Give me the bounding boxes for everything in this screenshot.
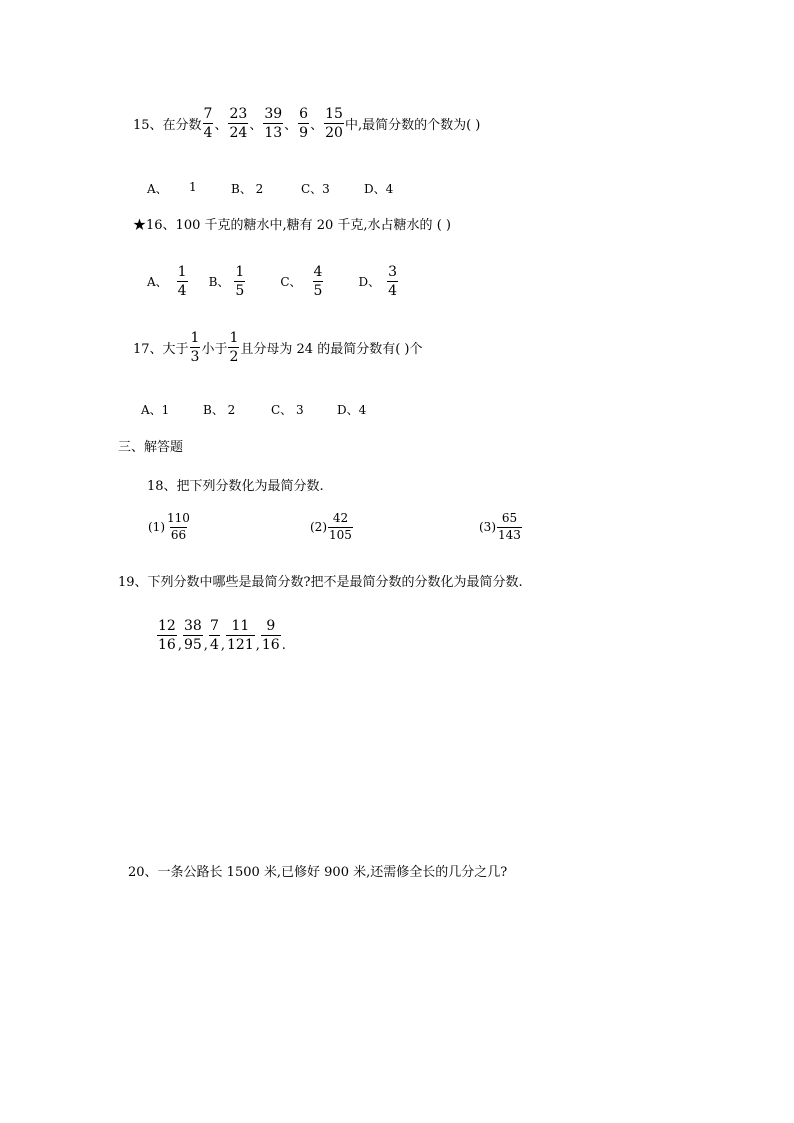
q17-option-c: C、 3 <box>271 403 304 417</box>
fraction: $\frac{110}{66}$ <box>167 511 190 542</box>
question-18: 18、把下列分数化为最简分数. <box>147 479 324 494</box>
q15-suffix: 中,最简分数的个数为( ) <box>344 118 481 134</box>
question-16: ★16、100 千克的糖水中,糖有 20 千克,水占糖水的 ( ) <box>133 218 451 233</box>
fraction: $\frac{23}{24}$ <box>229 106 248 142</box>
q15-option-c: C、3 <box>301 182 330 196</box>
q15-prefix: 15、在分数 <box>133 118 202 134</box>
q17-option-d: D、4 <box>337 403 367 417</box>
question-17 <box>133 330 423 365</box>
fraction: $\frac{6}{9}$ <box>299 106 309 142</box>
q16-option-b-label: B、 <box>208 275 230 290</box>
q18-item-2 <box>310 512 354 543</box>
fraction: $\frac{1}{4}$ <box>177 264 187 300</box>
separator: , <box>177 638 182 654</box>
separator: 、 <box>249 118 263 134</box>
separator: , <box>203 638 208 654</box>
fraction: $\frac{1}{5}$ <box>235 264 245 300</box>
q15-option-a-value: 1 <box>189 180 197 194</box>
separator: 、 <box>310 118 324 134</box>
q16-option-c-label: C、 <box>280 275 302 290</box>
q16-options <box>147 264 399 299</box>
q17-prefix: 17、大于 <box>133 342 189 358</box>
fraction: $\frac{11}{121}$ <box>227 618 254 654</box>
fraction: $\frac{38}{95}$ <box>183 618 202 654</box>
q15-option-b: B、 2 <box>231 182 264 196</box>
q19-fractions <box>156 618 286 653</box>
fraction: $\frac{1}{3}$ <box>190 330 200 366</box>
fraction: $\frac{12}{16}$ <box>158 618 176 654</box>
fraction: $\frac{42}{105}$ <box>329 511 352 542</box>
item-label: (2) <box>310 520 327 535</box>
question-15 <box>133 106 480 141</box>
separator: 、 <box>214 118 228 134</box>
q16-option-a-label: A、 <box>147 275 168 290</box>
item-label: (3) <box>479 520 496 535</box>
q17-mid: 小于 <box>201 342 228 358</box>
question-19: 19、下列分数中哪些是最简分数?把不是最简分数的分数化为最简分数. <box>118 575 523 590</box>
q15-option-a-label: A、 <box>147 182 168 196</box>
section-title: 三、解答题 <box>118 440 184 455</box>
fraction: $\frac{65}{143}$ <box>498 511 521 542</box>
q16-option-d-label: D、 <box>358 275 381 290</box>
q18-item-3 <box>479 512 523 543</box>
q15-option-d: D、4 <box>364 182 394 196</box>
fraction: $\frac{1}{2}$ <box>229 330 239 366</box>
q17-option-a: A、1 <box>141 403 170 417</box>
fraction: $\frac{39}{13}$ <box>264 106 283 142</box>
separator: , <box>255 638 260 654</box>
fraction: $\frac{4}{5}$ <box>313 264 323 300</box>
q17-suffix: 且分母为 24 的最简分数有( )个 <box>240 342 423 358</box>
separator: , <box>220 638 225 654</box>
question-20: 20、一条公路长 1500 米,已修好 900 米,还需修全长的几分之几? <box>128 865 508 880</box>
item-label: (1) <box>148 520 165 535</box>
fraction: $\frac{15}{20}$ <box>325 106 343 142</box>
q17-option-b: B、 2 <box>203 403 236 417</box>
separator: 、 <box>284 118 298 134</box>
fraction: $\frac{9}{16}$ <box>261 618 280 654</box>
fraction: $\frac{3}{4}$ <box>388 264 397 300</box>
fraction: $\frac{7}{4}$ <box>203 106 213 142</box>
fraction: $\frac{7}{4}$ <box>209 618 219 654</box>
q18-item-1 <box>148 512 192 543</box>
period: . <box>281 638 286 654</box>
